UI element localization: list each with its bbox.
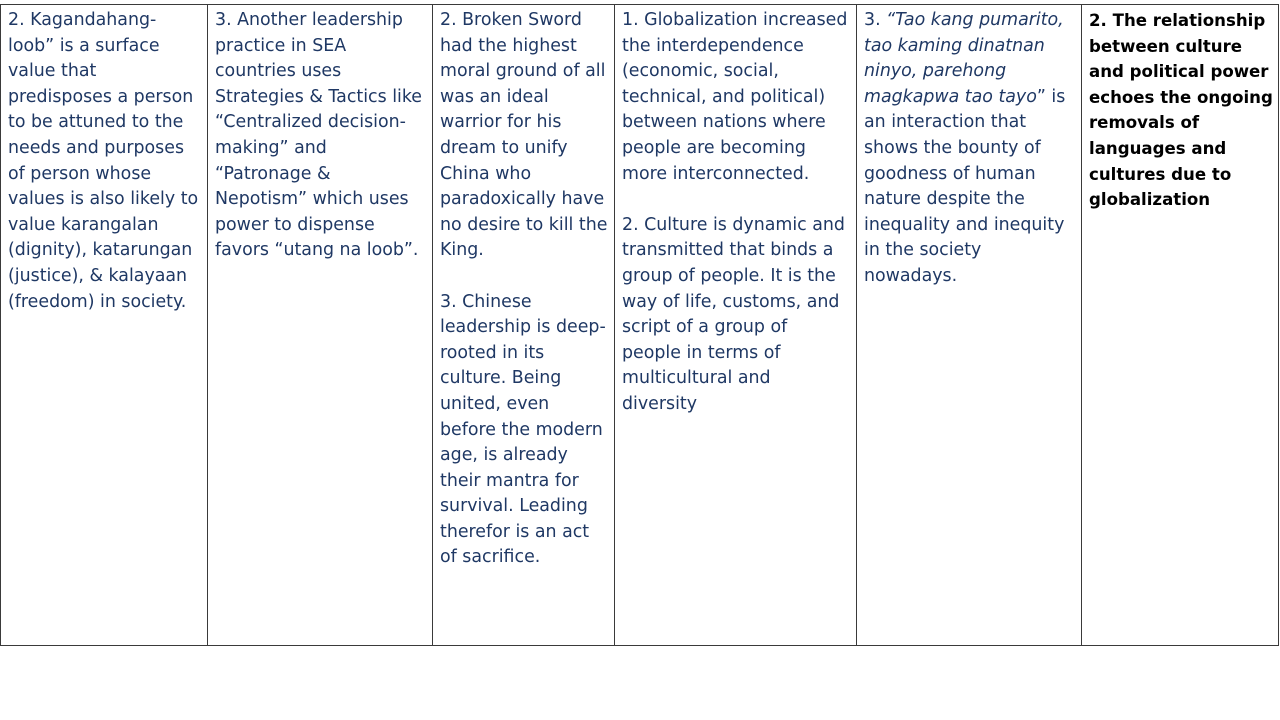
comparison-table	[0, 4, 1279, 646]
table-column-3	[432, 5, 615, 645]
table-column-1	[0, 5, 208, 645]
table-column-4	[614, 5, 857, 645]
cell-paragraph: 2. Broken Sword had the highest moral ground of all was an ideal warrior for his dream to unify China who paradoxically have no desire to kill the King.	[440, 10, 608, 261]
table-column-2	[207, 5, 433, 645]
cell-paragraph: 1. Globalization increased the interdependence (economic, social, technical, and political) between nations where people are becoming more interconnected.	[622, 10, 848, 184]
table-column-6	[1081, 5, 1279, 645]
quote-prefix: 3.	[864, 10, 887, 30]
cell-paragraph-bold: 2. The relationship between culture and political power echoes the ongoing removals of languages and cultures due to globalization	[1089, 11, 1273, 210]
cell-paragraph-quote	[864, 8, 1076, 290]
cell-paragraph: 2. Kagandahang-loob” is a surface value that predisposes a person to be attuned to the needs and purposes of person whose values is also likely to value karangalan (dignity), katarungan (justice), & kalayaan (freedom) in society.	[8, 10, 199, 312]
table-column-5	[856, 5, 1082, 645]
cell-paragraph: 3. Another leadership practice in SEA countries uses Strategies & Tactics like “Centralized decision-making” and “Patronage & Nepotism” which uses power to dispense favors “utang na loob”.	[215, 10, 423, 261]
quote-close: ”	[1036, 86, 1046, 107]
quote-explanation: is an interaction that shows the bounty of goodness of human nature despite the inequality and inequity in the society nowadays.	[864, 86, 1066, 286]
cell-paragraph: 2. Culture is dynamic and transmitted that binds a group of people. It is the way of life, customs, and script of a group of people in terms of multicultural and diversity	[622, 214, 845, 414]
cell-paragraph: 3. Chinese leadership is deep-rooted in its culture. Being united, even before the modern age, is already their mantra for survival. Leading therefor is an act of sacrifice.	[440, 291, 606, 568]
tagalog-quote: “Tao kang pumarito, tao kaming dinatnan ninyo, parehong magkapwa tao tayo	[864, 10, 1064, 107]
